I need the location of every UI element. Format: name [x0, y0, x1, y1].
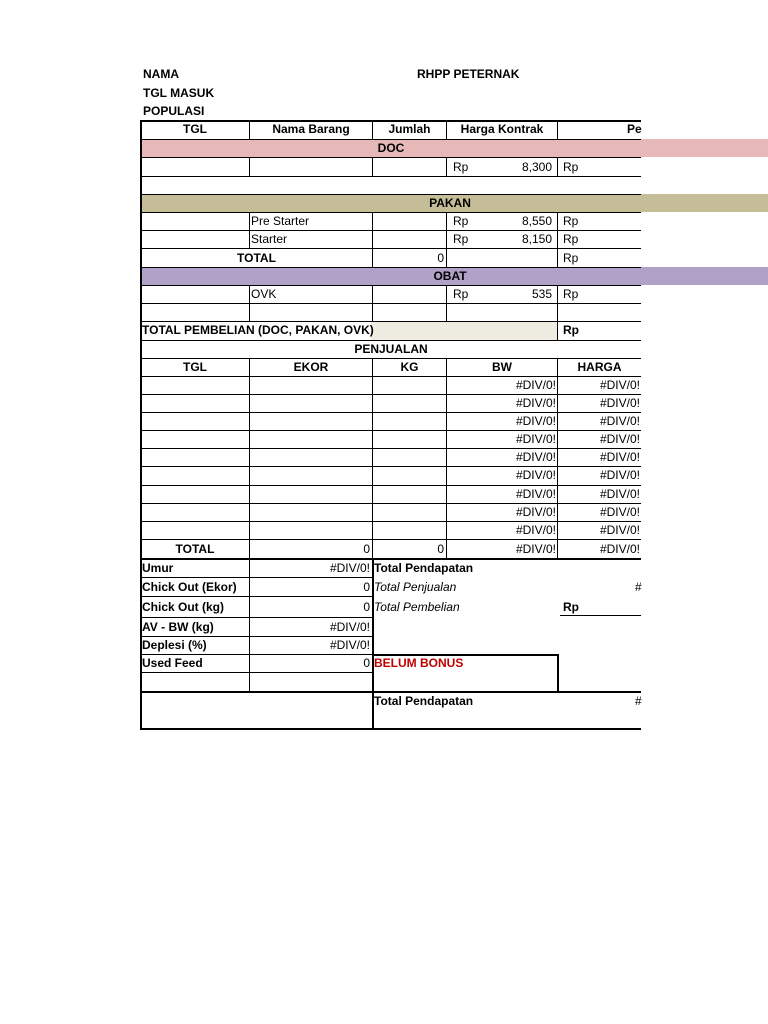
- summary-label: Used Feed: [142, 656, 203, 670]
- penjualan-harga-cell: #DIV/0!: [599, 396, 640, 410]
- summary-label: Chick Out (Ekor): [142, 580, 237, 594]
- total-pembelian-rp: Rp: [563, 323, 579, 337]
- total-pembelian-label: TOTAL PEMBELIAN (DOC, PAKAN, OVK): [142, 323, 374, 337]
- obat-item-price: 535: [531, 287, 552, 301]
- doc-section-label: DOC: [377, 141, 405, 155]
- penjualan-harga-cell: #DIV/0!: [599, 505, 640, 519]
- summary-value: #DIV/0!: [329, 638, 370, 652]
- summary-label: AV - BW (kg): [142, 620, 214, 634]
- penjualan-harga-cell: #DIV/0!: [599, 468, 640, 482]
- belum-bonus-label: BELUM BONUS: [374, 656, 464, 670]
- total-penjualan-label: Total Penjualan: [374, 580, 457, 594]
- penjualan-total-ekor: 0: [363, 542, 370, 556]
- pakan-item-price: 8,550: [521, 214, 552, 228]
- col-nama-barang: Nama Barang: [272, 122, 350, 136]
- penjualan-col-tgl: TGL: [183, 360, 207, 374]
- penjualan-bw-cell: #DIV/0!: [515, 505, 556, 519]
- summary-value: #DIV/0!: [329, 561, 370, 575]
- final-pendapatan-value: #: [635, 694, 642, 708]
- penjualan-col-kg: KG: [400, 360, 419, 374]
- pakan-currency: Rp: [453, 232, 469, 246]
- summary-value: 0: [363, 600, 370, 614]
- pakan-item-name: Pre Starter: [251, 214, 310, 228]
- final-pendapatan-label: Total Pendapatan: [374, 694, 474, 708]
- summary-label: Deplesi (%): [142, 638, 207, 652]
- penjualan-col-ekor: EKOR: [293, 360, 329, 374]
- pakan-item-price: 8,150: [521, 232, 552, 246]
- nama-label: NAMA: [143, 67, 179, 81]
- doc-currency: Rp: [453, 160, 469, 174]
- col-jumlah: Jumlah: [388, 122, 431, 136]
- penjualan-harga-cell: #DIV/0!: [599, 414, 640, 428]
- penjualan-total-kg: 0: [437, 542, 444, 556]
- total-pembelian-band: [371, 322, 557, 340]
- doc-rp: Rp: [563, 160, 579, 174]
- summary-value: 0: [363, 580, 370, 594]
- penjualan-harga-cell: #DIV/0!: [599, 487, 640, 501]
- penjualan-total-bw: #DIV/0!: [515, 542, 556, 556]
- page-title: RHPP PETERNAK: [417, 67, 520, 81]
- summary-label: Umur: [142, 561, 174, 575]
- penjualan-total-label: TOTAL: [175, 542, 215, 556]
- penjualan-bw-cell: #DIV/0!: [515, 523, 556, 537]
- penjualan-bw-cell: #DIV/0!: [515, 378, 556, 392]
- penjualan-total-harga: #DIV/0!: [599, 542, 640, 556]
- penjualan-col-harga: HARGA: [577, 360, 622, 374]
- penjualan-harga-cell: #DIV/0!: [599, 432, 640, 446]
- penjualan-bw-cell: #DIV/0!: [515, 487, 556, 501]
- penjualan-harga-cell: #DIV/0!: [599, 450, 640, 464]
- penjualan-col-bw: BW: [492, 360, 512, 374]
- penjualan-bw-cell: #DIV/0!: [515, 432, 556, 446]
- summary-value: #DIV/0!: [329, 620, 370, 634]
- pakan-total-rp: Rp: [563, 251, 579, 265]
- obat-item-name: OVK: [251, 287, 277, 301]
- col-pe-cut: Pe: [627, 122, 642, 136]
- total-penjualan-value: #: [635, 580, 642, 594]
- penjualan-bw-cell: #DIV/0!: [515, 468, 556, 482]
- penjualan-harga-cell: #DIV/0!: [599, 378, 640, 392]
- penjualan-title: PENJUALAN: [354, 342, 428, 356]
- pakan-rp: Rp: [563, 232, 579, 246]
- pakan-section-label: PAKAN: [429, 196, 471, 210]
- pakan-total-jumlah: 0: [437, 251, 444, 265]
- penjualan-bw-cell: #DIV/0!: [515, 414, 556, 428]
- penjualan-bw-cell: #DIV/0!: [515, 396, 556, 410]
- total-pembelian-summary-rp: Rp: [563, 600, 579, 614]
- penjualan-harga-cell: #DIV/0!: [599, 523, 640, 537]
- obat-currency: Rp: [453, 287, 469, 301]
- pakan-total-label: TOTAL: [237, 251, 276, 265]
- pendapatan-title: Total Pendapatan: [374, 561, 474, 575]
- col-harga-kontrak: Harga Kontrak: [460, 122, 544, 136]
- obat-rp: Rp: [563, 287, 579, 301]
- col-tgl: TGL: [183, 122, 207, 136]
- pakan-rp: Rp: [563, 214, 579, 228]
- summary-value: 0: [363, 656, 370, 670]
- tgl-masuk-label: TGL MASUK: [143, 86, 215, 100]
- obat-section-label: OBAT: [433, 269, 467, 283]
- doc-price: 8,300: [521, 160, 552, 174]
- penjualan-bw-cell: #DIV/0!: [515, 450, 556, 464]
- total-pembelian-summary-label: Total Pembelian: [374, 600, 460, 614]
- pakan-item-name: Starter: [251, 232, 288, 246]
- pakan-currency: Rp: [453, 214, 469, 228]
- summary-label: Chick Out (kg): [142, 600, 225, 614]
- populasi-label: POPULASI: [143, 104, 205, 118]
